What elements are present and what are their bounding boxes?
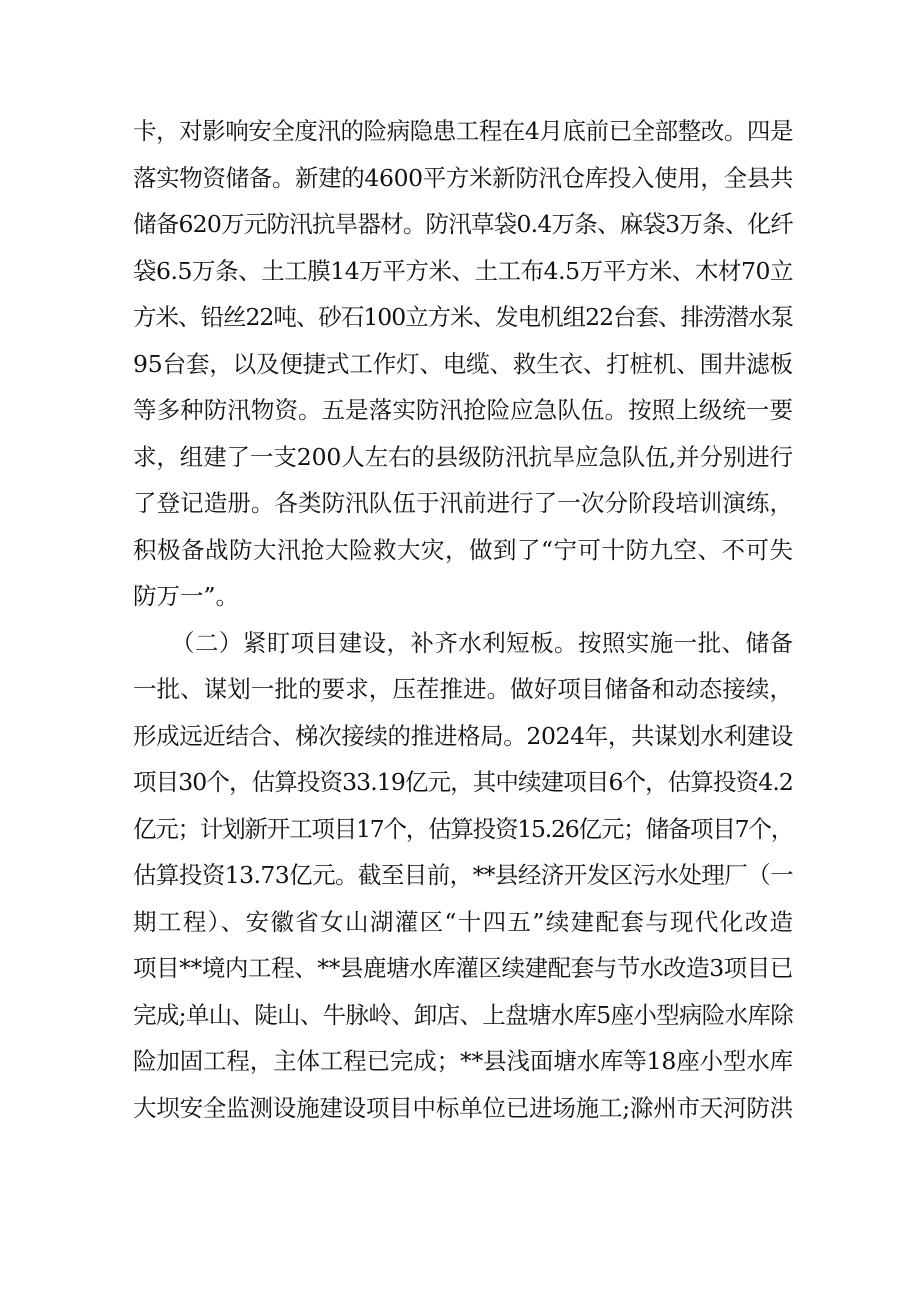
text-line: 储备620万元防汛抗旱器材。防汛草袋0.4万条、麻袋3万条、化纤 bbox=[133, 210, 793, 238]
text-line: 亿元；计划新开工项目17个，估算投资15.26亿元；储备项目7个， bbox=[133, 814, 793, 843]
text-line: 项目30个，估算投资33.19亿元，其中续建项目6个，估算投资4.2 bbox=[133, 768, 793, 796]
text-line: 险加固工程，主体工程已完成；**县浅面塘水库等18座小型水库 bbox=[133, 1047, 793, 1075]
text-line: 一批、谋划一批的要求，压茬推进。做好项目储备和动态接续， bbox=[133, 675, 793, 703]
text-line: 了登记造册。各类防汛队伍于汛前进行了一次分阶段培训演练， bbox=[133, 489, 793, 517]
text-line: 积极备战防大汛抢大险救大灾，做到了“宁可十防九空、不可失 bbox=[133, 535, 793, 564]
text-line: 卡，对影响安全度汛的险病隐患工程在4月底前已全部整改。四是 bbox=[133, 117, 793, 145]
text-line: 项目**境内工程、**县鹿塘水库灌区续建配套与节水改造3项目已 bbox=[133, 954, 793, 982]
text-line: 大坝安全监测设施建设项目中标单位已进场施工;滁州市天河防洪 bbox=[133, 1093, 793, 1122]
text-line: 95台套，以及便捷式工作灯、电缆、救生衣、打桩机、围井滤板 bbox=[133, 349, 793, 378]
text-line: 方米、铅丝22吨、砂石100立方米、发电机组22台套、排涝潜水泵 bbox=[133, 303, 793, 331]
section-heading-line: （二）紧盯项目建设，补齐水利短板。按照实施一批、储备 bbox=[171, 628, 793, 657]
text-line: 形成远近结合、梯次接续的推进格局。2024年，共谋划水利建设 bbox=[133, 721, 793, 750]
text-line: 落实物资储备。新建的4600平方米新防汛仓库投入使用，全县共 bbox=[133, 163, 793, 192]
text-line: 袋6.5万条、土工膜14万平方米、土工布4.5万平方米、木材70立 bbox=[133, 256, 793, 285]
body-text bbox=[133, 108, 793, 1131]
text-line: 求，组建了一支200人左右的县级防汛抗旱应急队伍,并分别进行 bbox=[133, 442, 793, 471]
text-line: 估算投资13.73亿元。截至目前，**县经济开发区污水处理厂（一 bbox=[133, 861, 793, 889]
text-line: 期工程）、安徽省女山湖灌区“十四五”续建配套与现代化改造 bbox=[133, 907, 793, 936]
text-line: 完成;单山、陡山、牛脉岭、卸店、上盘塘水库5座小型病险水库除 bbox=[133, 1000, 793, 1029]
text-line: 防万一”。 bbox=[133, 582, 240, 610]
text-line: 等多种防汛物资。五是落实防汛抢险应急队伍。按照上级统一要 bbox=[133, 396, 793, 424]
